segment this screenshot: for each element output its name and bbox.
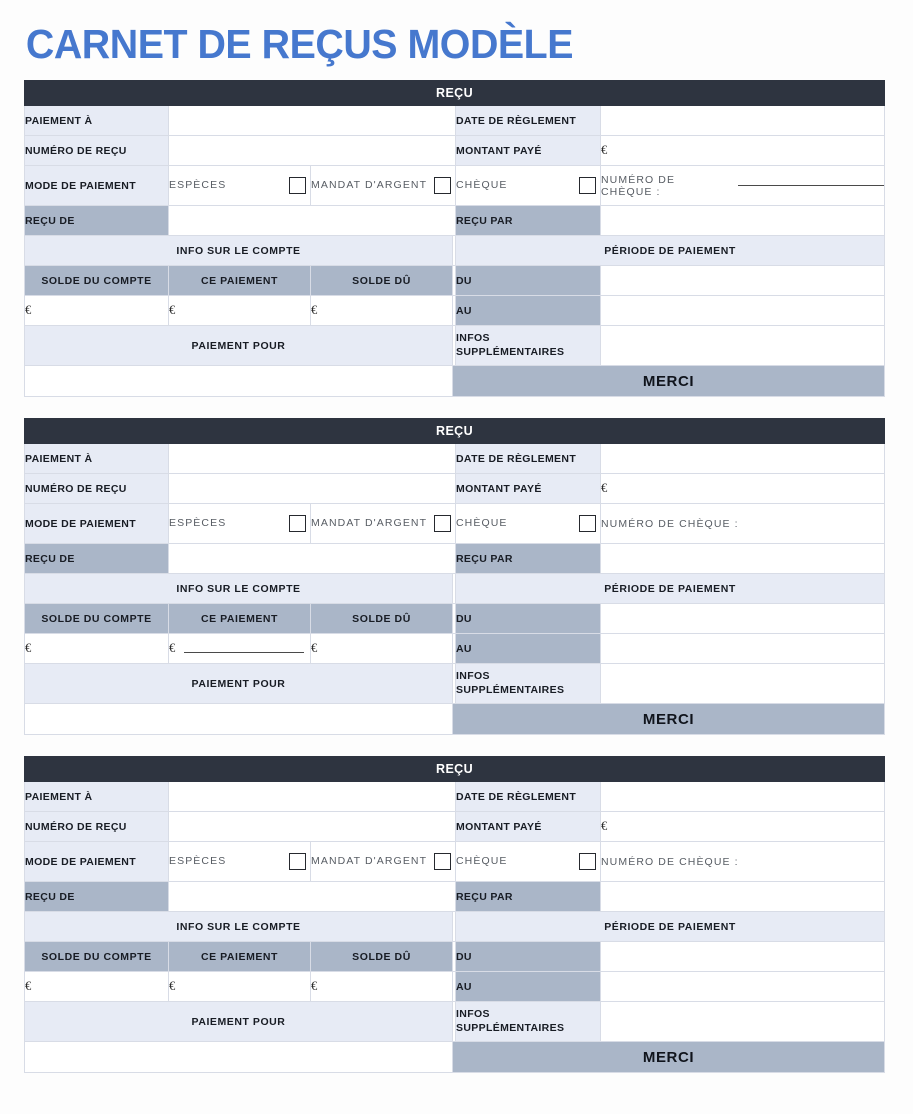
field-numero-de-recu[interactable] bbox=[169, 474, 456, 504]
colhead-ce-paiement: CE PAIEMENT bbox=[169, 604, 311, 634]
row-recu-de bbox=[25, 544, 885, 574]
checkbox-cheque[interactable] bbox=[579, 853, 596, 870]
receipt-block-2 bbox=[24, 418, 885, 735]
label-infos-supplementaires: INFOS SUPPLÉMENTAIRES bbox=[456, 326, 601, 366]
field-solde-du-compte[interactable] bbox=[25, 634, 169, 664]
option-especes[interactable] bbox=[169, 166, 311, 206]
field-numero-de-cheque[interactable] bbox=[601, 504, 885, 544]
option-mandat-dargent-label: MANDAT D'ARGENT bbox=[311, 854, 428, 867]
label-montant-paye: MONTANT PAYÉ bbox=[456, 812, 601, 842]
option-mandat-dargent-label: MANDAT D'ARGENT bbox=[311, 178, 428, 191]
colhead-solde-du-compte: SOLDE DU COMPTE bbox=[25, 266, 169, 296]
checkbox-cheque[interactable] bbox=[579, 177, 596, 194]
field-paiement-a[interactable] bbox=[169, 444, 456, 474]
field-solde-du[interactable] bbox=[311, 634, 453, 664]
label-numero-de-recu: NUMÉRO DE REÇU bbox=[25, 136, 169, 166]
field-recu-par[interactable] bbox=[601, 206, 885, 236]
row-numero-de-recu bbox=[25, 812, 885, 842]
checkbox-mandat-dargent[interactable] bbox=[434, 853, 451, 870]
field-au[interactable] bbox=[601, 972, 885, 1002]
colhead-ce-paiement: CE PAIEMENT bbox=[169, 266, 311, 296]
field-infos-supplementaires[interactable] bbox=[601, 664, 885, 704]
banner-paiement-pour: PAIEMENT POUR bbox=[25, 664, 453, 704]
receipt-header-row bbox=[25, 81, 885, 106]
field-recu-par[interactable] bbox=[601, 882, 885, 912]
row-paiement-pour bbox=[25, 664, 885, 704]
field-montant-paye[interactable] bbox=[601, 474, 885, 504]
field-au[interactable] bbox=[601, 634, 885, 664]
field-ce-paiement[interactable] bbox=[169, 296, 311, 326]
field-solde-du-compte[interactable] bbox=[25, 972, 169, 1002]
row-numero-de-recu bbox=[25, 136, 885, 166]
currency-symbol: € bbox=[601, 819, 608, 834]
merci-banner: MERCI bbox=[453, 366, 885, 397]
colhead-solde-du: SOLDE DÛ bbox=[311, 604, 453, 634]
currency-symbol: € bbox=[601, 143, 608, 158]
option-cheque-label: CHÈQUE bbox=[456, 517, 508, 530]
option-especes-label: ESPÈCES bbox=[169, 517, 227, 530]
banner-paiement-pour: PAIEMENT POUR bbox=[25, 326, 453, 366]
option-mandat-dargent[interactable] bbox=[311, 842, 456, 882]
field-ce-paiement[interactable] bbox=[169, 972, 311, 1002]
field-numero-de-recu[interactable] bbox=[169, 812, 456, 842]
label-au: AU bbox=[456, 634, 601, 664]
row-merci bbox=[25, 704, 885, 735]
receipt-block-3 bbox=[24, 756, 885, 1073]
label-au: AU bbox=[456, 972, 601, 1002]
field-du[interactable] bbox=[601, 604, 885, 634]
option-mandat-dargent-label: MANDAT D'ARGENT bbox=[311, 516, 428, 529]
currency-symbol: € bbox=[169, 303, 176, 318]
label-numero-de-cheque: NUMÉRO DE CHÈQUE : bbox=[601, 173, 676, 198]
field-paiement-a[interactable] bbox=[169, 106, 456, 136]
merci-banner: MERCI bbox=[453, 1042, 885, 1073]
checkbox-cheque[interactable] bbox=[579, 515, 596, 532]
colhead-solde-du: SOLDE DÛ bbox=[311, 266, 453, 296]
banner-paiement-pour: PAIEMENT POUR bbox=[25, 1002, 453, 1042]
field-numero-de-recu[interactable] bbox=[169, 136, 456, 166]
merci-banner: MERCI bbox=[453, 704, 885, 735]
label-au: AU bbox=[456, 296, 601, 326]
banner-periode-de-paiement: PÉRIODE DE PAIEMENT bbox=[456, 912, 885, 942]
field-montant-paye[interactable] bbox=[601, 136, 885, 166]
label-du: DU bbox=[456, 604, 601, 634]
currency-symbol: € bbox=[311, 979, 318, 994]
row-merci bbox=[25, 366, 885, 397]
label-du: DU bbox=[456, 266, 601, 296]
label-infos-supplementaires: INFOS SUPPLÉMENTAIRES bbox=[456, 1002, 601, 1042]
option-cheque[interactable] bbox=[456, 842, 601, 882]
label-date-de-reglement: DATE DE RÈGLEMENT bbox=[456, 106, 601, 136]
label-numero-de-recu: NUMÉRO DE REÇU bbox=[25, 474, 169, 504]
row-section-banners bbox=[25, 574, 885, 604]
option-cheque[interactable] bbox=[456, 504, 601, 544]
colhead-solde-du-compte: SOLDE DU COMPTE bbox=[25, 942, 169, 972]
label-paiement-a: PAIEMENT À bbox=[25, 782, 169, 812]
banner-periode-de-paiement: PÉRIODE DE PAIEMENT bbox=[456, 236, 885, 266]
label-du: DU bbox=[456, 942, 601, 972]
row-section-banners bbox=[25, 236, 885, 266]
row-numero-de-recu bbox=[25, 474, 885, 504]
currency-symbol: € bbox=[311, 303, 318, 318]
currency-symbol: € bbox=[311, 641, 318, 656]
label-date-de-reglement: DATE DE RÈGLEMENT bbox=[456, 444, 601, 474]
row-paiement-pour bbox=[25, 1002, 885, 1042]
field-du[interactable] bbox=[601, 942, 885, 972]
option-mandat-dargent[interactable] bbox=[311, 504, 456, 544]
field-date-de-reglement[interactable] bbox=[601, 444, 885, 474]
checkbox-especes[interactable] bbox=[289, 177, 306, 194]
label-paiement-a: PAIEMENT À bbox=[25, 444, 169, 474]
row-merci bbox=[25, 1042, 885, 1073]
field-date-de-reglement[interactable] bbox=[601, 106, 885, 136]
option-cheque-label: CHÈQUE bbox=[456, 855, 508, 868]
option-cheque-label: CHÈQUE bbox=[456, 179, 508, 192]
field-numero-de-cheque[interactable] bbox=[601, 842, 885, 882]
field-du[interactable] bbox=[601, 266, 885, 296]
label-numero-de-recu: NUMÉRO DE REÇU bbox=[25, 812, 169, 842]
colhead-solde-du-compte: SOLDE DU COMPTE bbox=[25, 604, 169, 634]
field-paiement-pour[interactable] bbox=[25, 1042, 453, 1073]
label-infos-supplementaires: INFOS SUPPLÉMENTAIRES bbox=[456, 664, 601, 704]
option-especes-label: ESPÈCES bbox=[169, 179, 227, 192]
receipt-header-row bbox=[25, 419, 885, 444]
page-title: CARNET DE REÇUS MODÈLE bbox=[25, 21, 574, 67]
receipt-header-title: REÇU bbox=[25, 757, 885, 782]
field-montant-paye[interactable] bbox=[601, 812, 885, 842]
currency-symbol: € bbox=[25, 979, 32, 994]
field-recu-de[interactable] bbox=[169, 882, 456, 912]
receipt-header-row bbox=[25, 757, 885, 782]
row-paiement-a bbox=[25, 444, 885, 474]
checkbox-mandat-dargent[interactable] bbox=[434, 515, 451, 532]
option-cheque[interactable] bbox=[456, 166, 601, 206]
banner-periode-de-paiement: PÉRIODE DE PAIEMENT bbox=[456, 574, 885, 604]
row-mode-de-paiement bbox=[25, 842, 885, 882]
row-account-columns bbox=[25, 266, 885, 296]
row-account-values bbox=[25, 972, 885, 1002]
receipt-header-title: REÇU bbox=[25, 419, 885, 444]
row-account-columns bbox=[25, 942, 885, 972]
option-especes[interactable] bbox=[169, 842, 311, 882]
ce-paiement-rule bbox=[184, 652, 304, 653]
field-recu-de[interactable] bbox=[169, 544, 456, 574]
row-account-values bbox=[25, 634, 885, 664]
label-recu-de: REÇU DE bbox=[25, 206, 169, 236]
field-solde-du[interactable] bbox=[311, 296, 453, 326]
checkbox-especes[interactable] bbox=[289, 853, 306, 870]
field-numero-de-cheque[interactable] bbox=[601, 166, 885, 206]
field-recu-par[interactable] bbox=[601, 544, 885, 574]
label-recu-par: REÇU PAR bbox=[456, 206, 601, 236]
label-mode-de-paiement: MODE DE PAIEMENT bbox=[25, 166, 169, 206]
checkbox-especes[interactable] bbox=[289, 515, 306, 532]
label-recu-par: REÇU PAR bbox=[456, 544, 601, 574]
label-montant-paye: MONTANT PAYÉ bbox=[456, 474, 601, 504]
option-mandat-dargent[interactable] bbox=[311, 166, 456, 206]
field-solde-du-compte[interactable] bbox=[25, 296, 169, 326]
row-recu-de bbox=[25, 206, 885, 236]
label-recu-par: REÇU PAR bbox=[456, 882, 601, 912]
label-mode-de-paiement: MODE DE PAIEMENT bbox=[25, 842, 169, 882]
row-recu-de bbox=[25, 882, 885, 912]
field-solde-du[interactable] bbox=[311, 972, 453, 1002]
colhead-solde-du: SOLDE DÛ bbox=[311, 942, 453, 972]
currency-symbol: € bbox=[169, 641, 176, 656]
field-paiement-pour[interactable] bbox=[25, 366, 453, 397]
banner-info-sur-le-compte: INFO SUR LE COMPTE bbox=[25, 236, 453, 266]
receipt-block-1 bbox=[24, 80, 885, 397]
checkbox-mandat-dargent[interactable] bbox=[434, 177, 451, 194]
label-mode-de-paiement: MODE DE PAIEMENT bbox=[25, 504, 169, 544]
receipts-container bbox=[24, 80, 889, 1073]
label-numero-de-cheque: NUMÉRO DE CHÈQUE : bbox=[601, 517, 739, 530]
field-ce-paiement[interactable] bbox=[169, 634, 311, 664]
row-account-columns bbox=[25, 604, 885, 634]
label-paiement-a: PAIEMENT À bbox=[25, 106, 169, 136]
label-montant-paye: MONTANT PAYÉ bbox=[456, 136, 601, 166]
receipt-header-title: REÇU bbox=[25, 81, 885, 106]
row-paiement-pour bbox=[25, 326, 885, 366]
banner-info-sur-le-compte: INFO SUR LE COMPTE bbox=[25, 912, 453, 942]
field-paiement-pour[interactable] bbox=[25, 704, 453, 735]
numero-de-cheque-rule bbox=[738, 185, 884, 186]
currency-symbol: € bbox=[25, 641, 32, 656]
field-infos-supplementaires[interactable] bbox=[601, 326, 885, 366]
row-paiement-a bbox=[25, 106, 885, 136]
field-infos-supplementaires[interactable] bbox=[601, 1002, 885, 1042]
field-date-de-reglement[interactable] bbox=[601, 782, 885, 812]
currency-symbol: € bbox=[169, 979, 176, 994]
row-paiement-a bbox=[25, 782, 885, 812]
banner-info-sur-le-compte: INFO SUR LE COMPTE bbox=[25, 574, 453, 604]
field-au[interactable] bbox=[601, 296, 885, 326]
row-account-values bbox=[25, 296, 885, 326]
colhead-ce-paiement: CE PAIEMENT bbox=[169, 942, 311, 972]
label-recu-de: REÇU DE bbox=[25, 544, 169, 574]
label-date-de-reglement: DATE DE RÈGLEMENT bbox=[456, 782, 601, 812]
row-mode-de-paiement bbox=[25, 504, 885, 544]
currency-symbol: € bbox=[25, 303, 32, 318]
label-numero-de-cheque: NUMÉRO DE CHÈQUE : bbox=[601, 855, 739, 868]
option-especes-label: ESPÈCES bbox=[169, 855, 227, 868]
label-recu-de: REÇU DE bbox=[25, 882, 169, 912]
field-recu-de[interactable] bbox=[169, 206, 456, 236]
row-mode-de-paiement bbox=[25, 166, 885, 206]
field-paiement-a[interactable] bbox=[169, 782, 456, 812]
option-especes[interactable] bbox=[169, 504, 311, 544]
currency-symbol: € bbox=[601, 481, 608, 496]
row-section-banners bbox=[25, 912, 885, 942]
